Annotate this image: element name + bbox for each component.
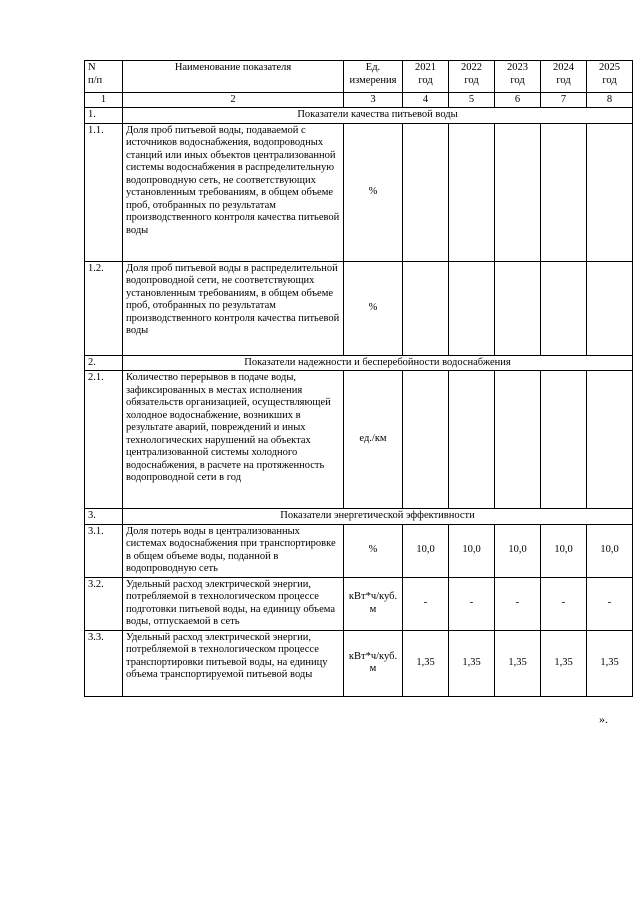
header-year-2023: 2023 год <box>495 61 541 93</box>
row-unit: ед./км <box>344 371 403 509</box>
colnum: 4 <box>403 93 449 108</box>
table-row <box>85 123 633 261</box>
header-year-2022: 2022 год <box>449 61 495 93</box>
section-title: Показатели надежности и бесперебойности водоснабжения <box>123 355 633 371</box>
table-row <box>85 371 633 509</box>
table-row <box>85 261 633 355</box>
section-row <box>85 355 633 371</box>
row-num: 3.2. <box>85 577 123 630</box>
header-year-2025: 2025 год <box>587 61 633 93</box>
header-year-2021: 2021 год <box>403 61 449 93</box>
row-value: 1,35 <box>449 630 495 696</box>
row-value <box>587 261 633 355</box>
row-num: 2.1. <box>85 371 123 509</box>
row-value <box>541 123 587 261</box>
row-value: - <box>587 577 633 630</box>
colnum: 3 <box>344 93 403 108</box>
row-value <box>541 371 587 509</box>
row-value <box>541 261 587 355</box>
section-title: Показатели качества питьевой воды <box>123 108 633 124</box>
section-num: 2. <box>85 355 123 371</box>
row-value: - <box>541 577 587 630</box>
row-value: 10,0 <box>495 524 541 577</box>
row-value <box>495 261 541 355</box>
row-value: 1,35 <box>403 630 449 696</box>
row-name: Доля проб питьевой воды, подаваемой с источников водоснабжения, водопроводных станций или иных объектов централизованной системы водоснабжения в распределительную водопроводную сеть, не соответствующих установленным требованиям, в общем объеме проб, отобранных по результатам производственного контроля качества питьевой воды <box>123 123 344 261</box>
colnum: 1 <box>85 93 123 108</box>
section-row <box>85 108 633 124</box>
row-unit: % <box>344 123 403 261</box>
row-value: - <box>495 577 541 630</box>
colnum: 2 <box>123 93 344 108</box>
row-value <box>495 123 541 261</box>
table-row <box>85 630 633 696</box>
table-row <box>85 577 633 630</box>
colnum: 8 <box>587 93 633 108</box>
header-name: Наименование показателя <box>123 61 344 93</box>
row-value <box>403 371 449 509</box>
indicators-table <box>84 60 633 697</box>
row-name: Доля потерь воды в централизованных системах водоснабжения при транспортировке в общем объеме воды, поданной в водопроводную сеть <box>123 524 344 577</box>
row-unit: % <box>344 261 403 355</box>
row-num: 3.1. <box>85 524 123 577</box>
row-value: 10,0 <box>541 524 587 577</box>
row-name: Удельный расход электрической энергии, потребляемой в технологическом процессе транспортировки питьевой воды, на единицу объема транспортируемой питьевой воды <box>123 630 344 696</box>
column-numbers-row <box>85 93 633 108</box>
row-name: Доля проб питьевой воды в распределительной водопроводной сети, не соответствующих установленным требованиям, в общем объеме проб, отобранных по результатам производственного контроля качества питьевой воды <box>123 261 344 355</box>
row-unit: % <box>344 524 403 577</box>
row-value <box>403 123 449 261</box>
row-num: 1.2. <box>85 261 123 355</box>
row-value: 10,0 <box>403 524 449 577</box>
row-value: - <box>449 577 495 630</box>
colnum: 6 <box>495 93 541 108</box>
colnum: 7 <box>541 93 587 108</box>
header-row <box>85 61 633 93</box>
row-value <box>587 371 633 509</box>
row-value: 10,0 <box>449 524 495 577</box>
row-value: 1,35 <box>495 630 541 696</box>
row-value <box>403 261 449 355</box>
row-value <box>587 123 633 261</box>
row-value: 1,35 <box>587 630 633 696</box>
row-value: - <box>403 577 449 630</box>
section-num: 3. <box>85 509 123 525</box>
row-value <box>449 371 495 509</box>
colnum: 5 <box>449 93 495 108</box>
row-num: 3.3. <box>85 630 123 696</box>
row-num: 1.1. <box>85 123 123 261</box>
section-num: 1. <box>85 108 123 124</box>
row-unit: кВт*ч/куб. м <box>344 577 403 630</box>
row-name: Количество перерывов в подаче воды, зафиксированных в местах исполнения обязательств организацией, осуществляющей холодное водоснабжение, возникших в результате аварий, повреждений и иных технологических нарушений на объектах централизованной системы холодного водоснабжения, в расчете на протяженность водопроводной сети в год <box>123 371 344 509</box>
row-unit: кВт*ч/куб. м <box>344 630 403 696</box>
section-row <box>85 509 633 525</box>
header-unit: Ед. измерения <box>344 61 403 93</box>
closing-quote: ». <box>599 712 608 726</box>
table-row <box>85 524 633 577</box>
row-name: Удельный расход электрической энергии, потребляемой в технологическом процессе подготовки питьевой воды, на единицу объема воды, отпускаемой в сеть <box>123 577 344 630</box>
section-title: Показатели энергетической эффективности <box>123 509 633 525</box>
row-value <box>449 123 495 261</box>
header-num: N п/п <box>85 61 123 93</box>
row-value: 1,35 <box>541 630 587 696</box>
row-value: 10,0 <box>587 524 633 577</box>
row-value <box>495 371 541 509</box>
header-year-2024: 2024 год <box>541 61 587 93</box>
row-value <box>449 261 495 355</box>
